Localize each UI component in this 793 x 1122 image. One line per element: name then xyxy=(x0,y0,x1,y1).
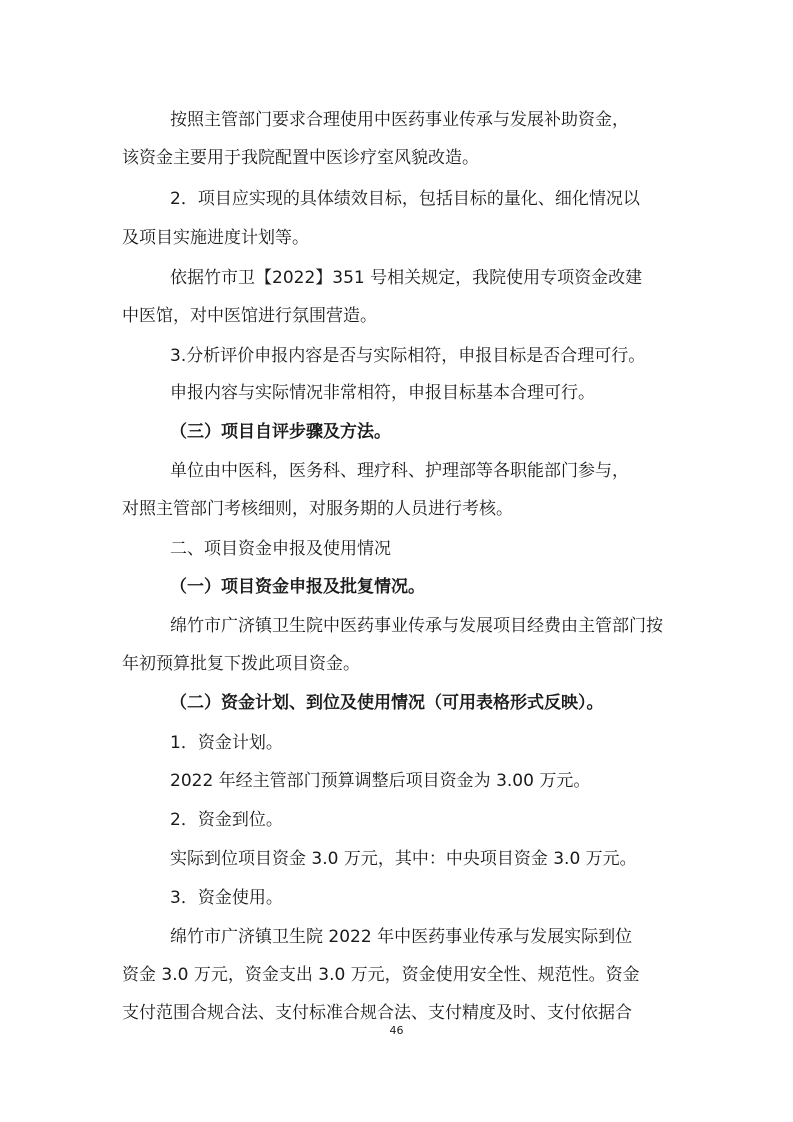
paragraph-line: 依据竹市卫【2022】351 号相关规定，我院使用专项资金改建 xyxy=(170,268,643,288)
paragraph-line: 资金 3.0 万元，资金支出 3.0 万元，资金使用安全性、规范性。资金 xyxy=(122,965,640,985)
paragraph-line: 单位由中医科，医务科、理疗科、护理部等各职能部门参与， xyxy=(170,461,629,481)
paragraph-line: 按照主管部门要求合理使用中医药事业传承与发展补助资金， xyxy=(170,110,629,130)
section-heading: （一）项目资金申报及批复情况。 xyxy=(170,577,425,597)
paragraph-line: 实际到位项目资金 3.0 万元，其中：中央项目资金 3.0 万元。 xyxy=(170,849,637,869)
section-heading: （二）资金计划、到位及使用情况（可用表格形式反映）。 xyxy=(170,693,604,713)
paragraph-line: 2022 年经主管部门预算调整后项目资金为 3.00 万元。 xyxy=(170,771,591,791)
paragraph-line: 及项目实施进度计划等。 xyxy=(122,228,309,248)
section-heading: （三）项目自评步骤及方法。 xyxy=(170,422,391,442)
section-heading: 二、项目资金申报及使用情况 xyxy=(170,539,391,559)
paragraph-line: 申报内容与实际情况非常相符，申报目标基本合理可行。 xyxy=(170,383,595,403)
paragraph-line: 年初预算批复下拨此项目资金。 xyxy=(122,654,360,674)
paragraph-line: 3.分析评价申报内容是否与实际相符，申报目标是否合理可行。 xyxy=(170,346,646,366)
paragraph-line: 中医馆，对中医馆进行氛围营造。 xyxy=(122,306,377,326)
paragraph-line: 3．资金使用。 xyxy=(170,888,283,908)
paragraph-line: 绵竹市广济镇卫生院中医药事业传承与发展项目经费由主管部门按 xyxy=(170,616,663,636)
paragraph-line: 支付范围合规合法、支付标准合规合法、支付精度及时、支付依据合 xyxy=(122,1003,632,1023)
paragraph-line: 2．项目应实现的具体绩效目标，包括目标的量化、细化情况以 xyxy=(170,189,640,209)
page-number: 46 xyxy=(389,1024,404,1037)
paragraph-line: 该资金主要用于我院配置中医诊疗室风貌改造。 xyxy=(122,148,479,168)
paragraph-line: 2．资金到位。 xyxy=(170,810,283,830)
paragraph-line: 1．资金计划。 xyxy=(170,733,283,753)
paragraph-line: 绵竹市广济镇卫生院 2022 年中医药事业传承与发展实际到位 xyxy=(170,927,633,947)
paragraph-line: 对照主管部门考核细则，对服务期的人员进行考核。 xyxy=(122,499,513,519)
